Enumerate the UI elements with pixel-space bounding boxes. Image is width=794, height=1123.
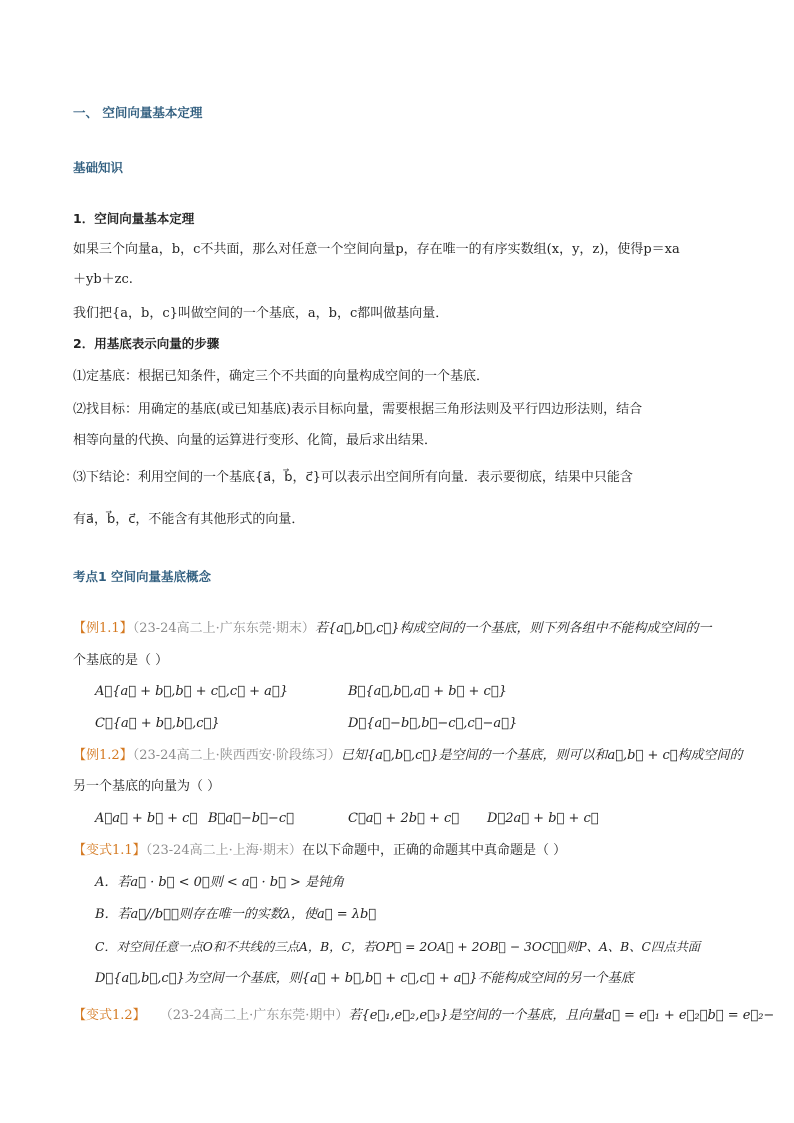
item2-step3-cont: 有a⃗，b⃗，c⃗，不能含有其他形式的向量．: [73, 512, 305, 527]
item2-title: 2．用基底表示向量的步骤: [73, 336, 220, 351]
example-1-1-cont: 个基底的是（ ）: [73, 653, 169, 668]
option-d: D．{a⃗−b⃗,b⃗−c⃗,c⃗−a⃗}: [348, 716, 518, 731]
item1-paragraph-cont: ＋yb＋zc.: [73, 272, 133, 287]
example-source: （23-24高二上·陕西西安·阶段练习）: [132, 748, 341, 763]
option-c: C．{a⃗ + b⃗,b⃗,c⃗}: [95, 716, 220, 731]
example-text: 已知{a⃗,b⃗,c⃗}是空间的一个基底，则可以和a⃗,b⃗ + c⃗构成空间的: [340, 748, 743, 763]
option-a: A．若a⃗ · b⃗ < 0，则 < a⃗ · b⃗ > 是钝角: [95, 875, 345, 890]
variant-1-1: [73, 841, 566, 861]
item1-paragraph2: 我们把{a，b，c}叫做空间的一个基底，a，b，c都叫做基向量．: [73, 306, 449, 321]
option-a: A．{a⃗ + b⃗,b⃗ + c⃗,c⃗ + a⃗}: [95, 684, 288, 699]
example-tag: 【例1.2】: [73, 748, 133, 763]
option-b: B．若a⃗//b⃗，则存在唯一的实数λ，使a⃗ = λb⃗: [95, 907, 377, 922]
example-text: 若{a⃗,b⃗,c⃗}构成空间的一个基底，则下列各组中不能构成空间的一: [314, 621, 712, 636]
item2-step1: ⑴定基底：根据已知条件，确定三个不共面的向量构成空间的一个基底．: [73, 369, 490, 384]
option-c: C．对空间任意一点O和不共线的三点A，B，C，若OP⃗ = 2OA⃗ + 2OB⃗ − 3OC⃗，则P、A、B、C四点共面: [95, 940, 701, 954]
option-d: D．2a⃗ + b⃗ + c⃗: [487, 811, 599, 826]
basic-knowledge-title: 基础知识: [73, 160, 124, 175]
option-d: D．{a⃗,b⃗,c⃗}为空间一个基底，则{a⃗ + b⃗,b⃗ + c⃗,c⃗ + a⃗}不能构成空间的另一个基底: [95, 971, 634, 986]
variant-source: （23-24高二上·上海·期末）: [145, 843, 302, 858]
example-source: （23-24高二上·广东东莞·期末）: [132, 621, 315, 636]
option-b: B．{a⃗,b⃗,a⃗ + b⃗ + c⃗}: [348, 684, 507, 699]
example-1-2: [73, 746, 743, 766]
example-1-1: [73, 619, 712, 639]
variant-source: （23-24高二上·广东东莞·期中）: [159, 1008, 349, 1023]
item2-step3: ⑶下结论：利用空间的一个基底{a⃗，b⃗，c⃗}可以表示出空间所有向量．表示要彻底，结果中只能含: [73, 470, 633, 485]
example-1-2-cont: 另一个基底的向量为（ ）: [73, 779, 221, 794]
variant-text: 在以下命题中，正确的命题其中真命题是（ ）: [301, 843, 567, 858]
option-b: B．a⃗−b⃗−c⃗: [208, 811, 294, 826]
section-title: 一、 空间向量基本定理: [73, 105, 203, 120]
item1-paragraph: 如果三个向量a，b，c不共面，那么对任意一个空间向量p，存在唯一的有序实数组(x，y，z)，使得p＝xa: [73, 242, 680, 257]
option-a: A．a⃗ + b⃗ + c⃗: [95, 811, 198, 826]
item2-step2: ⑵找目标：用确定的基底(或已知基底)表示目标向量，需要根据三角形法则及平行四边形法则，结合: [73, 402, 643, 417]
variant-tag: 【变式1.2】: [73, 1008, 146, 1023]
variant-1-2: [73, 1006, 774, 1026]
option-c: C．a⃗ + 2b⃗ + c⃗: [348, 811, 460, 826]
item2-step2-cont: 相等向量的代换、向量的运算进行变形、化简，最后求出结果．: [73, 433, 438, 448]
variant-tag: 【变式1.1】: [73, 843, 146, 858]
knowledge-point-title: 考点1 空间向量基底概念: [73, 569, 212, 584]
variant-text: 若{e⃗₁,e⃗₂,e⃗₃}是空间的一个基底，且向量a⃗ = e⃗₁ + e⃗₂，b⃗ = e⃗₂−: [348, 1008, 775, 1023]
item1-title: 1．空间向量基本定理: [73, 211, 195, 226]
example-tag: 【例1.1】: [73, 621, 133, 636]
